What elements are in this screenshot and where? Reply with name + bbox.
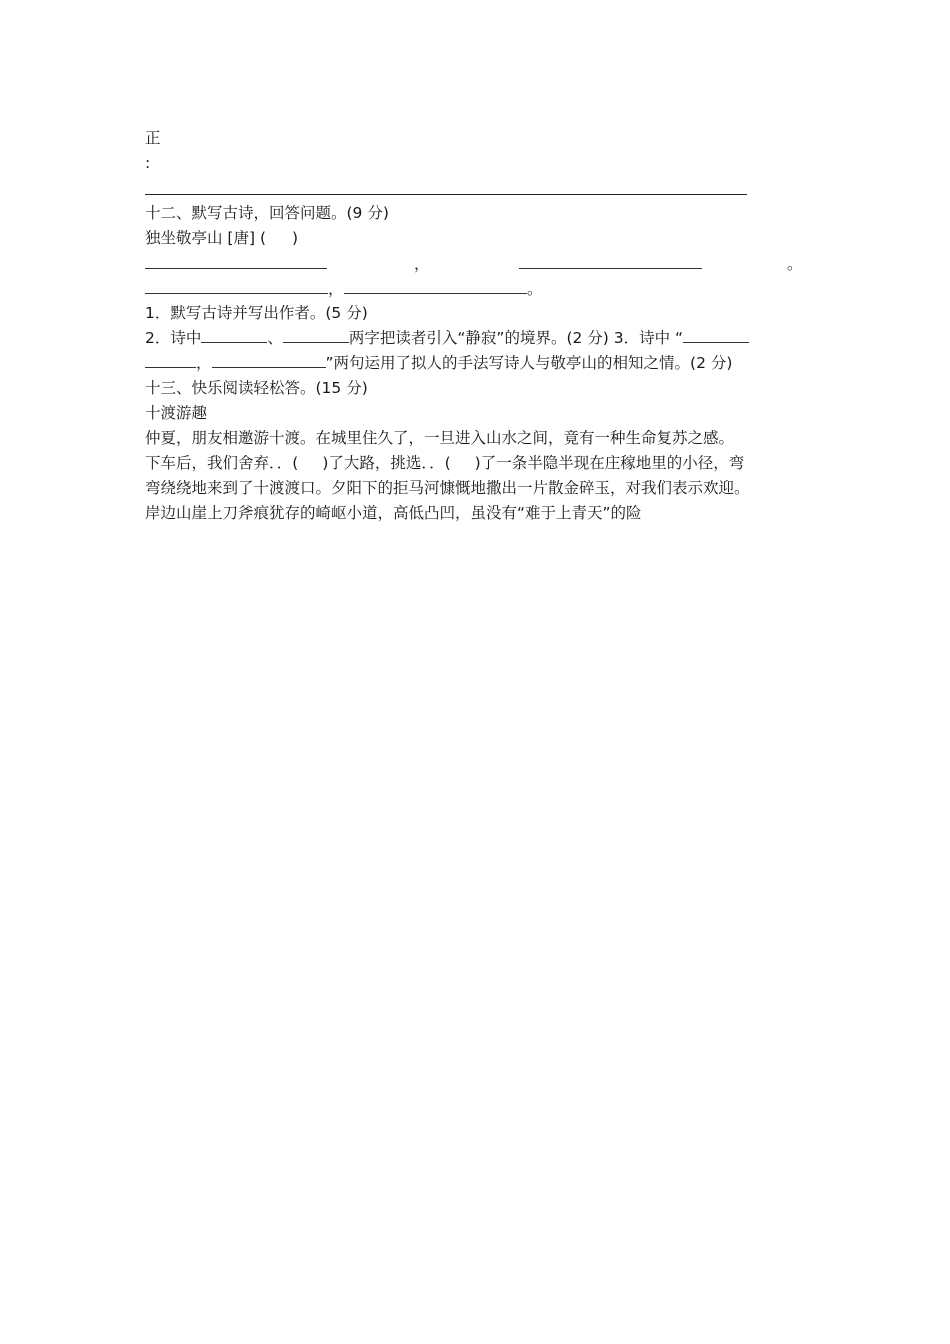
question-2-blank-2[interactable] — [283, 328, 349, 343]
poem-period-2: 。 — [527, 280, 543, 298]
question-2-blank-1[interactable] — [201, 328, 267, 343]
reading-paragraph-3: 弯绕绕地来到了十渡渡口。夕阳下的拒马河慷慨地撒出一片散金碎玉，对我们表示欢迎。 — [145, 479, 750, 497]
poem-blank-1[interactable] — [145, 254, 327, 269]
section-12-heading: 十二、默写古诗，回答问题。(9 分) — [145, 204, 389, 222]
poem-blank-2[interactable] — [519, 254, 702, 269]
top-fragment-char: 正 — [145, 129, 161, 147]
reading-p2-part-b: )了大路，挑选．．( — [322, 454, 451, 472]
poem-blank-3[interactable] — [145, 279, 328, 294]
question-3-blank-1b[interactable] — [145, 353, 196, 368]
poem-comma-1: ， — [414, 255, 430, 273]
section-13-heading: 十三、快乐阅读轻松答。(15 分) — [145, 379, 368, 397]
top-fragment-colon: : — [145, 154, 151, 172]
reading-p2-part-c: )了一条半隐半现在庄稼地里的小径，弯 — [474, 454, 745, 472]
question-2-suffix: 两字把读者引入“静寂”的境界。(2 分) 3．诗中 “ — [348, 329, 684, 347]
question-3-comma: ， — [196, 354, 212, 372]
poem-title-line — [145, 228, 298, 248]
reading-p2-part-a: 下车后，我们舍弃．．( — [145, 454, 299, 472]
answer-rule-line — [145, 194, 747, 195]
question-3-suffix: ”两句运用了拟人的手法写诗人与敬亭山的相知之情。(2 分) — [325, 354, 733, 372]
question-3-blank-1[interactable] — [683, 328, 749, 343]
question-2-line — [145, 328, 749, 348]
question-2-prefix: 2．诗中 — [145, 329, 202, 347]
question-3-blank-2[interactable] — [212, 353, 326, 368]
reading-paragraph-4: 岸边山崖上刀斧痕犹存的崎岖小道，高低凸凹，虽没有“难于上青天”的险 — [145, 504, 642, 522]
poem-title: 独坐敬亭山 [唐] ( — [145, 229, 266, 247]
question-1: 1．默写古诗并写出作者。(5 分) — [145, 304, 368, 322]
reading-title: 十渡游趣 — [145, 404, 208, 422]
poem-title-close: ) — [292, 229, 299, 247]
reading-paragraph-1: 仲夏，朋友相邀游十渡。在城里住久了，一旦进入山水之间，竟有一种生命复苏之感。 — [145, 429, 735, 447]
reading-paragraph-2 — [145, 453, 744, 473]
poem-comma-2: ， — [328, 280, 344, 298]
poem-period-1: 。 — [787, 255, 803, 273]
poem-blank-4[interactable] — [344, 279, 527, 294]
question-3-line — [145, 353, 732, 373]
question-2-sep: 、 — [267, 329, 283, 347]
